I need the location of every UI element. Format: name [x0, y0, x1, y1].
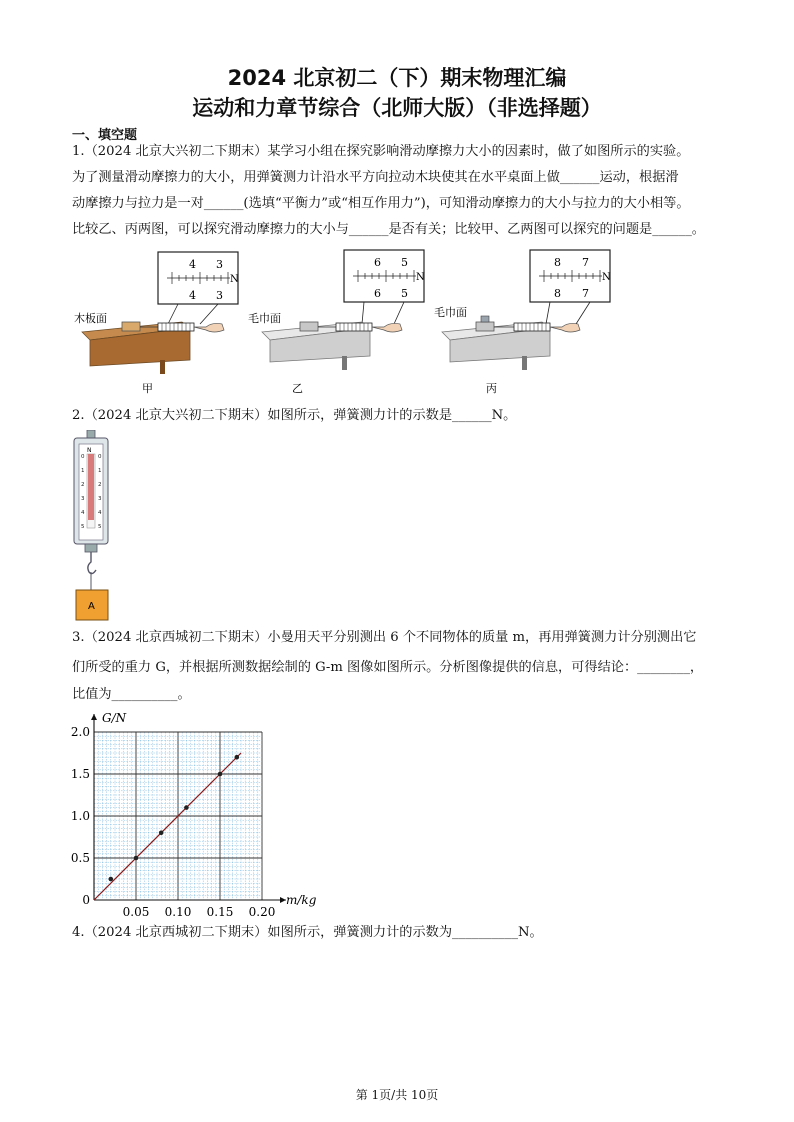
figure-caption: 甲: [142, 382, 153, 395]
q2-line-1: 2.（2024 北京大兴初二下期末）如图所示，弹簧测力计的示数是______N。: [72, 408, 517, 423]
weight-label: A: [88, 601, 95, 612]
figure-caption: 乙: [292, 382, 303, 395]
experiment-bing: [434, 250, 611, 395]
wooden-block: [300, 322, 318, 331]
scale-unit: N: [416, 272, 425, 283]
tick-label-left-4: 4: [81, 510, 85, 516]
meter-top-ring: [87, 430, 95, 438]
scale-top-label-2: 7: [582, 256, 589, 269]
scale-top-label-2: 3: [216, 258, 223, 271]
y-tick-label: 0.5: [70, 851, 90, 865]
data-point: [109, 877, 114, 882]
scale-top-label: 8: [554, 256, 561, 269]
scale-unit: N: [230, 274, 239, 285]
data-point: [159, 831, 164, 836]
data-point: [218, 772, 223, 777]
hand: [550, 323, 580, 332]
tick-label-right-5: 5: [98, 524, 102, 530]
scale-bottom-label-2: 3: [216, 289, 223, 302]
tick-label-left-1: 1: [81, 468, 85, 474]
tick-label-left-5: 5: [81, 524, 85, 530]
hand: [194, 323, 224, 332]
experiment-yi: [248, 250, 425, 395]
q3-line-1: 3.（2024 北京西城初二下期末）小曼用天平分别测出 6 个不同物体的质量 m，再用弹簧测力计分别测出它: [72, 630, 697, 645]
spring-scale: [158, 323, 194, 331]
tick-label-right-0: 0: [98, 454, 102, 460]
q1-line-3: 动摩擦力与拉力是一对______(选填“平衡力”或“相互作用力”)，可知滑动摩擦力的大小与拉力的大小相等。: [72, 196, 690, 211]
spring-scale: [336, 323, 372, 331]
scale-bottom-label-2: 7: [582, 287, 589, 300]
scale-bottom-label: 8: [554, 287, 561, 300]
data-point: [184, 805, 189, 810]
y-tick-label: 0: [82, 893, 90, 907]
scale-top-label-2: 5: [401, 256, 408, 269]
q1-line-2: 为了测量滑动摩擦力的大小，用弹簧测力计沿水平方向拉动木块使其在水平桌面上做______运动，根据滑: [72, 170, 679, 185]
y-tick-label: 2.0: [70, 725, 90, 739]
scale-bottom-label: 6: [374, 287, 381, 300]
tick-label-left-2: 2: [81, 482, 85, 488]
hand: [372, 323, 402, 332]
x-axis-label: m/kg: [286, 893, 317, 907]
page-footer: 第 1页/共 10页: [355, 1088, 439, 1102]
scale-bottom-label-2: 5: [401, 287, 408, 300]
data-point: [134, 856, 139, 861]
x-tick-label: 0.20: [248, 905, 276, 916]
figure-caption: 丙: [486, 382, 497, 395]
spring-meter-figure: [72, 430, 122, 622]
title-line-1: 2024 北京初二（下）期末物理汇编: [227, 66, 567, 90]
q3-line-3: 比值为__________。: [72, 687, 191, 702]
tick-label-right-1: 1: [98, 468, 102, 474]
q4-line-1: 4.（2024 北京西城初二下期末）如图所示，弹簧测力计的示数为__________N。: [72, 925, 543, 940]
scale-bottom-label: 4: [189, 289, 196, 302]
scale-top-label: 6: [374, 256, 381, 269]
tick-label-left-0: 0: [81, 454, 85, 460]
surface-label: 毛巾面: [434, 306, 467, 319]
data-point: [235, 755, 240, 760]
tick-label-right-4: 4: [98, 510, 102, 516]
y-tick-label: 1.0: [70, 809, 90, 823]
surface-label: 木板面: [74, 312, 107, 325]
q1-line-1: 1.（2024 北京大兴初二下期末）某学习小组在探究影响滑动摩擦力大小的因素时，做了如图所示的实验。: [72, 144, 690, 159]
spring-scale: [514, 323, 550, 331]
x-tick-label: 0.10: [164, 905, 192, 916]
y-axis-label: G/N: [102, 711, 127, 725]
tick-label-left-3: 3: [81, 496, 85, 502]
x-tick-label: 0.05: [122, 905, 150, 916]
wooden-block: [122, 322, 140, 331]
q1-line-4: 比较乙、丙两图，可以探究滑动摩擦力的大小与______是否有关；比较甲、乙两图可以探究的问题是______。: [72, 222, 705, 237]
meter-spring: [88, 454, 94, 520]
y-tick-label: 1.5: [70, 767, 90, 781]
g-m-chart: [70, 706, 330, 916]
scale-top-label: 4: [189, 258, 196, 271]
meter-unit: N: [87, 447, 92, 454]
title-line-2: 运动和力章节综合（北师大版）（非选择题）: [192, 96, 602, 120]
x-tick-label: 0.15: [206, 905, 234, 916]
scale-unit: N: [602, 272, 611, 283]
section-heading: 一、填空题: [72, 128, 138, 143]
wooden-block: [476, 322, 494, 331]
tick-label-right-3: 3: [98, 496, 102, 502]
weight-on-block: [481, 316, 489, 322]
y-axis-arrow: [91, 714, 97, 720]
tick-label-right-2: 2: [98, 482, 102, 488]
experiment-jia: [74, 252, 239, 395]
surface-label: 毛巾面: [248, 312, 281, 325]
meter-hook: [88, 552, 96, 574]
q3-line-2: 们所受的重力 G，并根据所测数据绘制的 G-m 图像如图所示。分析图像提供的信息，可得结论：________，: [72, 660, 704, 675]
friction-experiment-figure: [72, 248, 732, 396]
